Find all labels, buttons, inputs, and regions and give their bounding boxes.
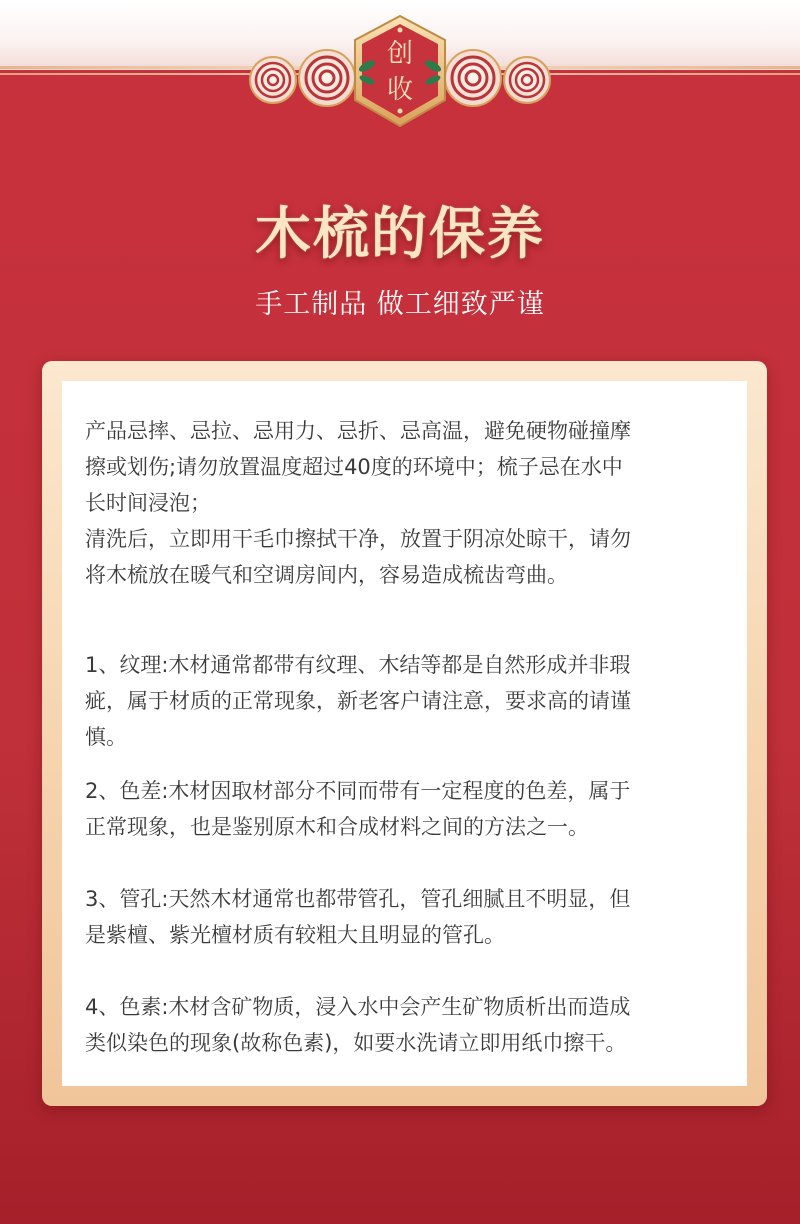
spiral-coin-icon [445,50,501,106]
care-intro-paragraph: 产品忌摔、忌拉、忌用力、忌折、忌高温，避免硬物碰撞摩 擦或划伤;请勿放置温度超过40度的环境中；梳子忌在水中 长时间浸泡； 清洗后，立即用干毛巾擦拭干净，放置于阴凉处晾干，请勿 将木梳放在暖气和空调房间内，容易造成梳齿弯曲。 [85,419,631,587]
spiral-coin-icon [250,57,296,103]
spiral-coin-icon [504,57,550,103]
care-item-color-difference: 2、色差:木材因取材部分不同而带有一定程度的色差，属于 正常现象，也是鉴别原木和合成材料之间的方法之一。 [85,779,631,839]
page-subtitle: 手工制品 做工细致严谨 [255,289,545,320]
care-item-texture: 1、纹理:木材通常都带有纹理、木结等都是自然形成并非瑕 疵，属于材质的正常现象，新老客户请注意，要求高的请谨 慎。 [85,653,631,749]
care-item-pigment: 4、色素:木材含矿物质，浸入水中会产生矿物质析出而造成 类似染色的现象(故称色素)，如要水洗请立即用纸巾擦干。 [85,995,631,1055]
care-card [42,361,767,1106]
header-emblem [245,14,555,129]
care-card-body [62,381,747,1086]
care-item-pores: 3、管孔:天然木材通常也都带管孔，管孔细腻且不明显，但 是紫檀、紫光檀材质有较粗大且明显的管孔。 [85,887,631,947]
page-title: 木梳的保养 [255,201,545,267]
spiral-coin-icon [299,50,355,106]
emblem-char-top: 创 [386,39,414,69]
emblem-char-bottom: 收 [386,75,414,105]
center-medallion-icon [355,16,445,126]
